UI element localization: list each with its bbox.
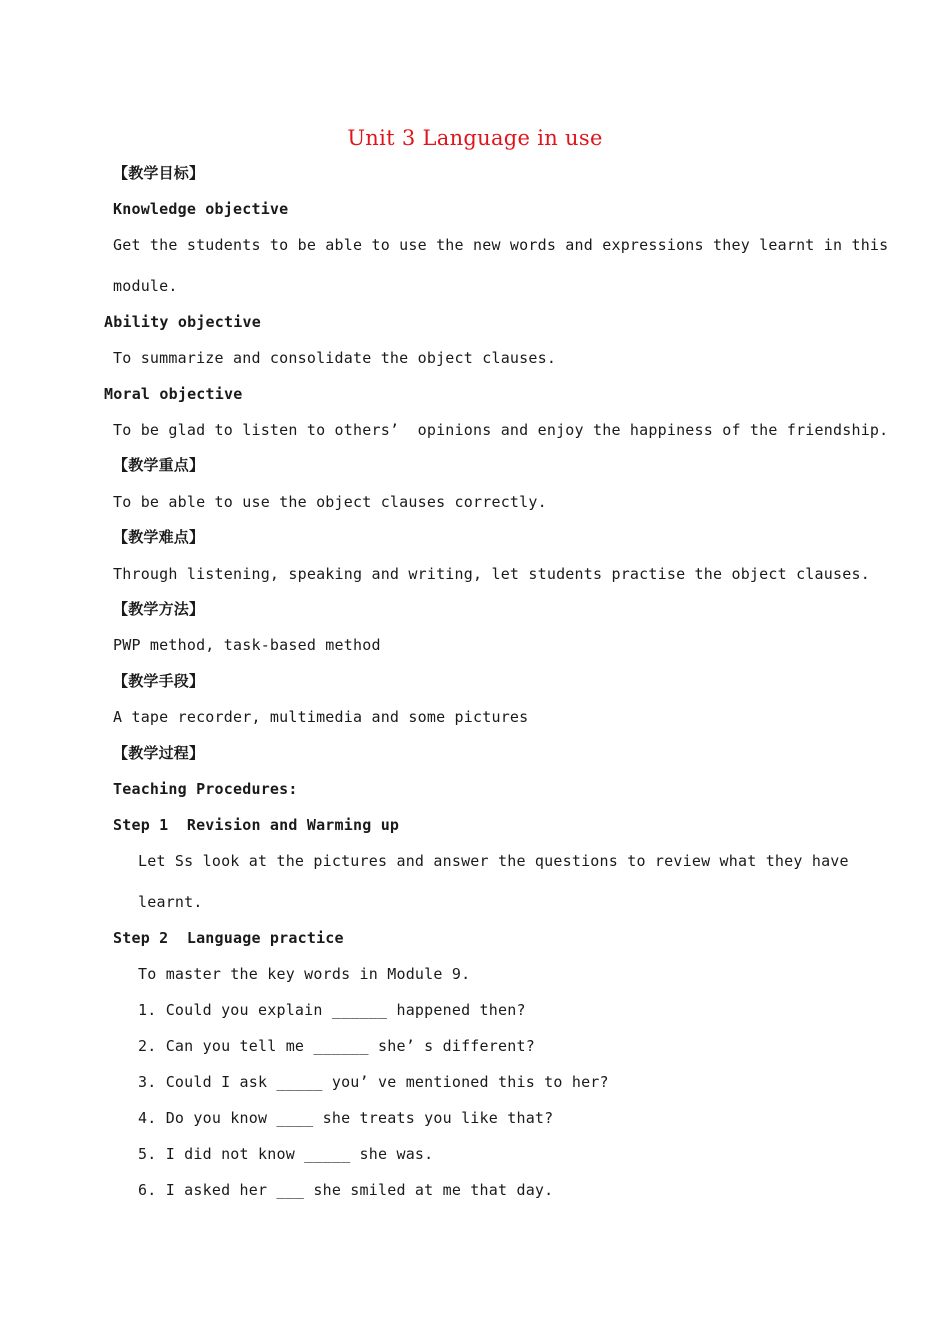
step1-text: Let Ss look at the pictures and answer the questions to review what they have bbox=[138, 852, 849, 870]
ability-objective-text: To summarize and consolidate the object clauses. bbox=[113, 349, 557, 367]
knowledge-objective-text: Get the students to be able to use the new words and expressions they learnt in this bbox=[113, 236, 889, 254]
key-points-heading: 【教学重点】 bbox=[113, 456, 205, 474]
step1-heading: Step 1 Revision and Warming up bbox=[113, 816, 400, 834]
exercise-item: 3. Could I ask _____ you’ ve mentioned this to her? bbox=[138, 1073, 609, 1091]
exercise-item: 6. I asked her ___ she smiled at me that day. bbox=[138, 1181, 554, 1199]
knowledge-objective-label: Knowledge objective bbox=[113, 200, 289, 218]
exercise-item: 2. Can you tell me ______ she’ s different? bbox=[138, 1037, 535, 1055]
means-text: A tape recorder, multimedia and some pictures bbox=[113, 708, 529, 726]
methods-text: PWP method, task-based method bbox=[113, 636, 381, 654]
exercise-item: 5. I did not know _____ she was. bbox=[138, 1145, 434, 1163]
step1-text-cont: learnt. bbox=[138, 893, 203, 911]
methods-heading: 【教学方法】 bbox=[113, 600, 205, 618]
exercise-item: 4. Do you know ____ she treats you like that? bbox=[138, 1109, 554, 1127]
knowledge-objective-text-cont: module. bbox=[113, 277, 178, 295]
key-points-text: To be able to use the object clauses correctly. bbox=[113, 493, 547, 511]
moral-objective-text: To be glad to listen to others’ opinions and enjoy the happiness of the friendship. bbox=[113, 421, 889, 439]
document-title: Unit 3 Language in use bbox=[347, 126, 603, 150]
exercise-item: 1. Could you explain ______ happened then? bbox=[138, 1001, 526, 1019]
difficulties-heading: 【教学难点】 bbox=[113, 528, 205, 546]
objectives-heading: 【教学目标】 bbox=[113, 164, 205, 182]
step2-intro: To master the key words in Module 9. bbox=[138, 965, 471, 983]
process-heading: 【教学过程】 bbox=[113, 744, 205, 762]
teaching-procedures-label: Teaching Procedures: bbox=[113, 780, 298, 798]
means-heading: 【教学手段】 bbox=[113, 672, 205, 690]
step2-heading: Step 2 Language practice bbox=[113, 929, 344, 947]
moral-objective-label: Moral objective bbox=[104, 385, 243, 403]
ability-objective-label: Ability objective bbox=[104, 313, 261, 331]
difficulties-text: Through listening, speaking and writing, let students practise the object clauses. bbox=[113, 565, 870, 583]
